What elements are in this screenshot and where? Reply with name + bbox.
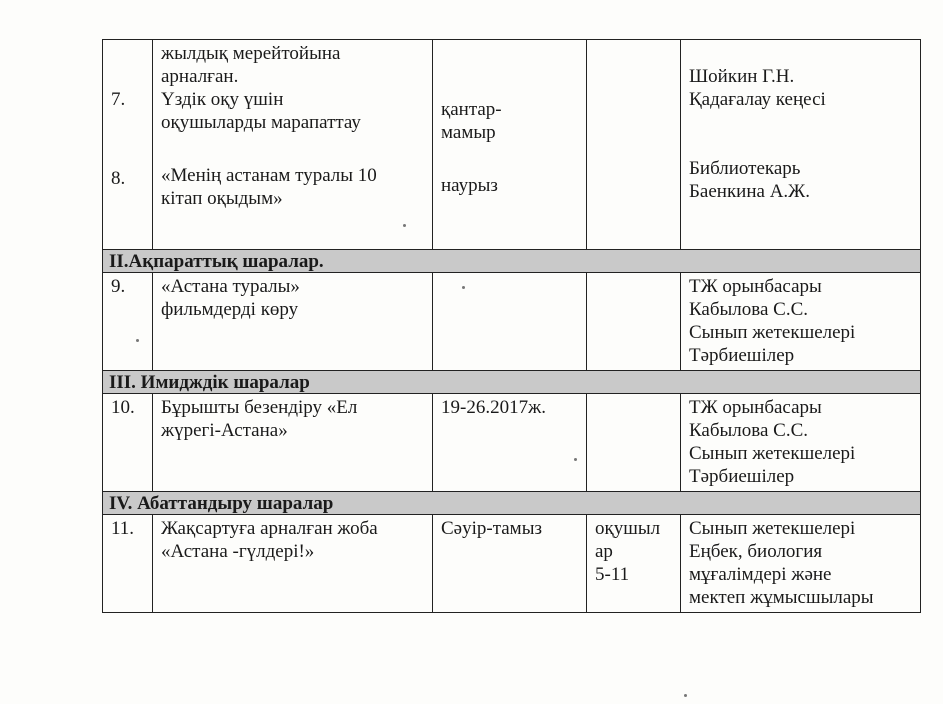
event-text: оқушыларды марапаттау — [161, 112, 361, 133]
event-plan-table — [102, 39, 921, 613]
table-row — [103, 273, 921, 371]
event-text: кітап оқыдым» — [161, 188, 283, 209]
event-text: жүрегі-Астана» — [161, 420, 288, 441]
responsible-text: Шойкин Г.Н. — [689, 66, 795, 87]
responsible-cell — [681, 273, 921, 371]
scan-speck — [684, 694, 687, 697]
responsible-text: Тәрбиешілер — [689, 345, 795, 366]
row-number: 8. — [111, 168, 126, 189]
row-number: 10. — [103, 394, 153, 492]
date-text: 19-26.2017ж. — [441, 397, 546, 418]
date-cell — [433, 515, 587, 613]
responsible-text: Еңбек, биология — [689, 541, 823, 562]
row-number: 7. — [111, 89, 126, 110]
event-text: арналған. — [161, 66, 239, 87]
table-row — [103, 394, 921, 492]
section-title: ІV. Абаттандыру шаралар — [103, 492, 921, 515]
scan-speck — [574, 458, 577, 461]
date-cell — [433, 40, 587, 250]
responsible-cell — [681, 515, 921, 613]
scan-speck — [403, 224, 406, 227]
date-cell — [433, 273, 587, 371]
scan-speck — [462, 286, 465, 289]
event-text: Жақсартуға арналған жоба — [161, 518, 378, 539]
responsible-text: Кабылова С.С. — [689, 299, 809, 320]
section-title: ІІІ. Имидждік шаралар — [103, 371, 921, 394]
event-text: «Менің астанам туралы 10 — [161, 165, 377, 186]
event-cell — [153, 273, 433, 371]
event-text: Бұрышты безендіру «Ел — [161, 397, 358, 418]
section-title: ІІ.Ақпараттық шаралар. — [103, 250, 921, 273]
responsible-cell — [681, 40, 921, 250]
date-text: мамыр — [441, 122, 496, 143]
date-text: Сәуір-тамыз — [441, 518, 542, 539]
section-header-row — [103, 371, 921, 394]
date-cell — [433, 394, 587, 492]
participants-cell — [587, 273, 681, 371]
participants-text: оқушыл — [595, 518, 661, 539]
event-cell — [153, 40, 433, 250]
section-header-row — [103, 250, 921, 273]
participants-text: ар — [595, 541, 613, 562]
table-row — [103, 40, 921, 250]
scan-speck — [136, 339, 139, 342]
responsible-text: мектеп жұмысшылары — [689, 587, 874, 608]
responsible-text: мұғалімдері және — [689, 564, 832, 585]
responsible-text: Тәрбиешілер — [689, 466, 795, 487]
row-number: 11. — [103, 515, 153, 613]
responsible-cell — [681, 394, 921, 492]
date-text: қантар- — [441, 99, 502, 120]
responsible-text: Сынып жетекшелері — [689, 518, 856, 539]
date-text: наурыз — [441, 175, 498, 196]
responsible-text: Қадағалау кеңесі — [689, 89, 826, 110]
section-header-row — [103, 492, 921, 515]
participants-cell — [587, 515, 681, 613]
event-text: Үздік оқу үшін — [161, 89, 284, 110]
responsible-text: Баенкина А.Ж. — [689, 181, 810, 202]
event-text: жылдық мерейтойына — [161, 43, 341, 64]
event-cell — [153, 394, 433, 492]
participants-cell — [587, 40, 681, 250]
participants-text: 5-11 — [595, 564, 630, 585]
responsible-text: Сынып жетекшелері — [689, 443, 856, 464]
responsible-text: ТЖ орынбасары — [689, 276, 822, 297]
responsible-text: Сынып жетекшелері — [689, 322, 856, 343]
responsible-text: ТЖ орынбасары — [689, 397, 822, 418]
participants-cell — [587, 394, 681, 492]
table-row — [103, 515, 921, 613]
event-text: «Астана туралы» — [161, 276, 300, 297]
responsible-text: Кабылова С.С. — [689, 420, 809, 441]
responsible-text: Библиотекарь — [689, 158, 801, 179]
event-cell — [153, 515, 433, 613]
row-number-cell — [103, 40, 153, 250]
event-text: фильмдерді көру — [161, 299, 299, 320]
row-number: 9. — [103, 273, 153, 371]
event-text: «Астана -гүлдері!» — [161, 541, 315, 562]
